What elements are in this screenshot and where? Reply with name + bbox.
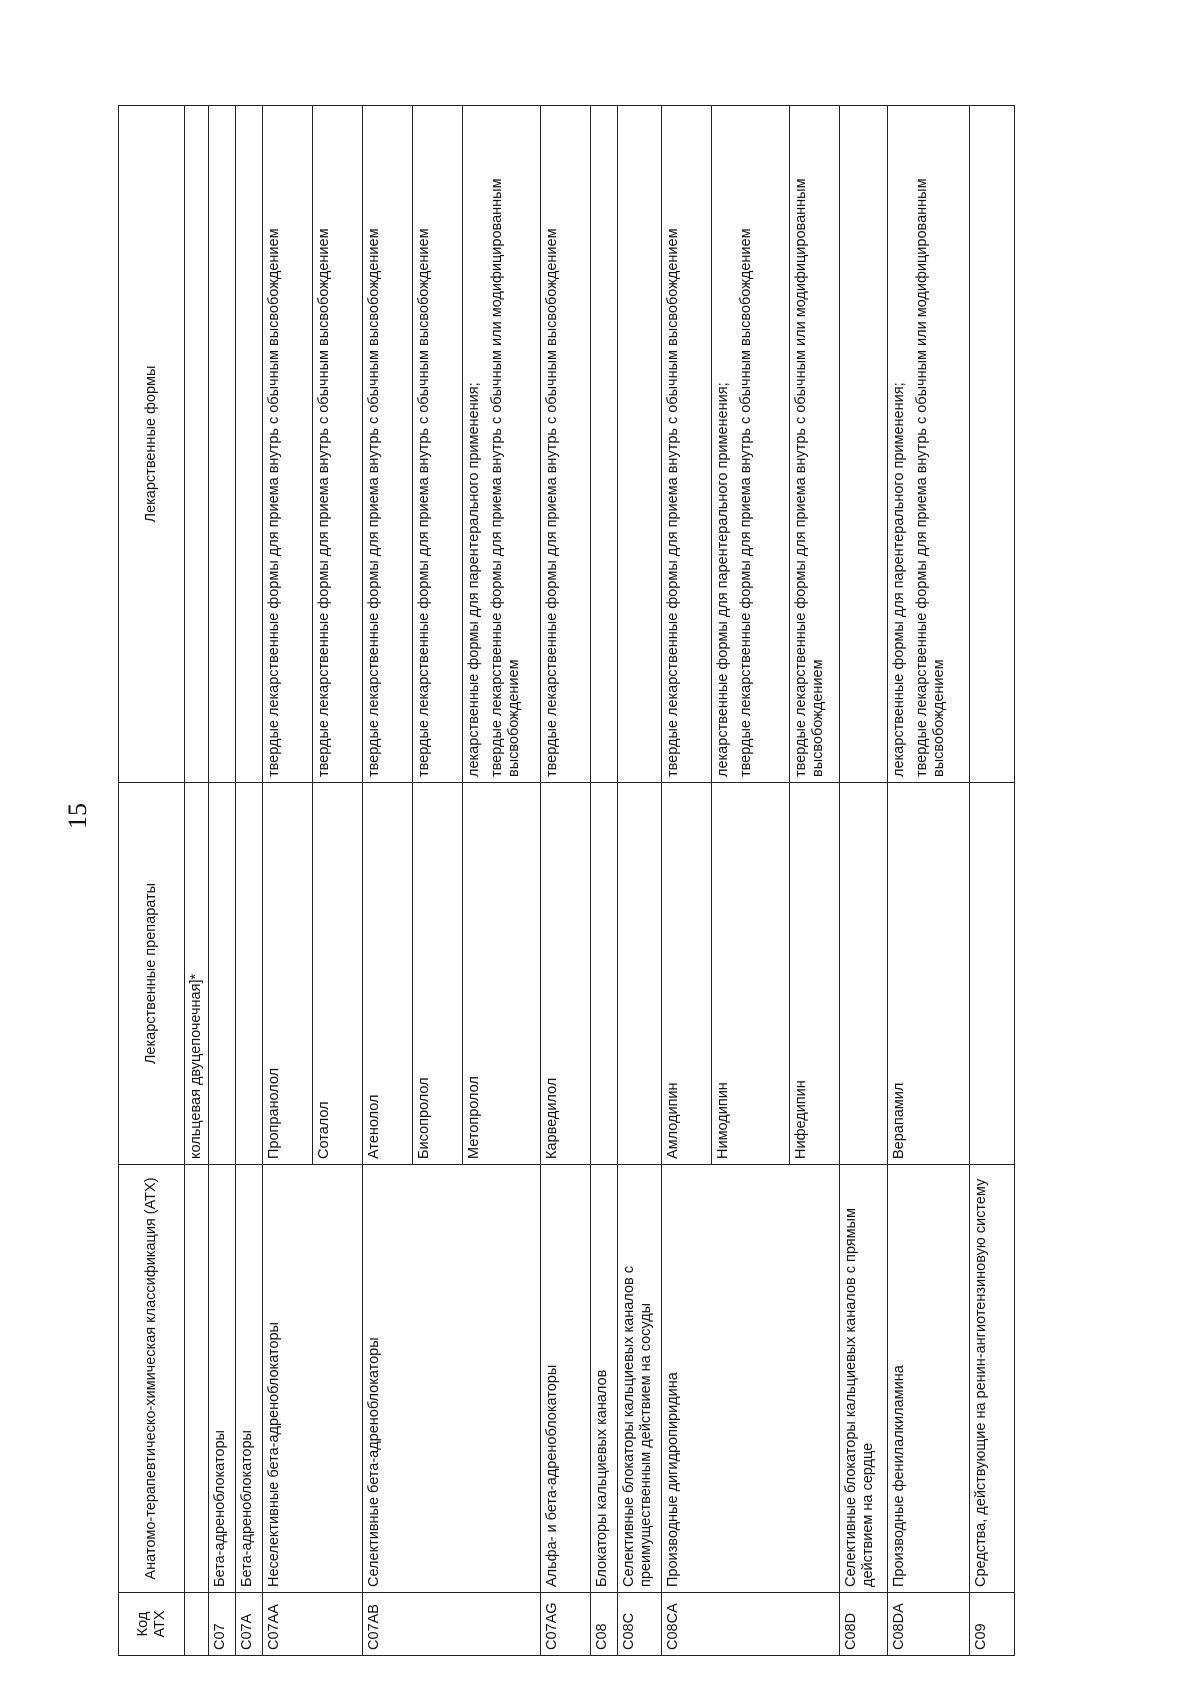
atc-code-cell: C07AB: [363, 1593, 541, 1656]
dosage-form-text: твердые лекарственные формы для приема внутрь с обычным высвобождением: [738, 228, 754, 777]
forms-cell: [236, 106, 263, 783]
dosage-form-text: лекарственные формы для парентерального применения;: [715, 382, 731, 777]
table-row: [363, 106, 413, 1656]
atc-group-cell: Бета-адреноблокаторы: [236, 1165, 263, 1593]
atc-code-cell: C08D: [840, 1593, 888, 1656]
dosage-form-text: лекарственные формы для парентерального применения;: [891, 382, 907, 777]
drug-cell: [591, 783, 618, 1165]
drug-cell: Нимодипин: [712, 783, 790, 1165]
page-number: 15: [63, 803, 92, 829]
atc-code-cell: C08: [591, 1593, 618, 1656]
dosage-form-text: твердые лекарственные формы для приема внутрь с обычным высвобождением: [665, 228, 681, 777]
forms-cell: [840, 106, 888, 783]
drug-cell: [970, 783, 1015, 1165]
drug-cell: кольцевая двуцепочечная]*: [185, 783, 209, 1165]
atc-group-cell: Производные фенилалкиламина: [888, 1165, 970, 1593]
atc-code-cell: C08CA: [662, 1593, 840, 1656]
drug-cell: [209, 783, 236, 1165]
table-row: [618, 106, 662, 1656]
atc-code-cell: C07A: [236, 1593, 263, 1656]
dosage-form-text: твердые лекарственные формы для приема внутрь с обычным высвобождением: [266, 228, 282, 777]
forms-cell: [541, 106, 591, 783]
header-atc: Анатомо-терапевтическо-химическая классификация (АТХ): [119, 1165, 185, 1593]
forms-cell: [185, 106, 209, 783]
table-row: [263, 106, 313, 1656]
atc-group-cell: Бета-адреноблокаторы: [209, 1165, 236, 1593]
dosage-form-text: лекарственные формы для парентерального применения;: [466, 382, 482, 777]
dosage-form-text: твердые лекарственные формы для приема внутрь с обычным или модифицированным высвобождением: [914, 178, 947, 777]
atc-code-cell: C07: [209, 1593, 236, 1656]
header-code: Код АТХ: [119, 1593, 185, 1656]
table-row: [662, 106, 712, 1656]
forms-cell: [662, 106, 712, 783]
drug-cell: Карведилол: [541, 783, 591, 1165]
forms-cell: [413, 106, 463, 783]
table-row: [888, 106, 970, 1656]
atc-code-cell: C07AG: [541, 1593, 591, 1656]
atc-group-cell: Блокаторы кальциевых каналов: [591, 1165, 618, 1593]
forms-cell: [463, 106, 541, 783]
atc-group-cell: Селективные блокаторы кальциевых каналов с прямым действием на сердце: [840, 1165, 888, 1593]
forms-cell: [313, 106, 363, 783]
atc-group-cell: Селективные блокаторы кальциевых каналов с преимущественным действием на сосуды: [618, 1165, 662, 1593]
drug-cell: Бисопролол: [413, 783, 463, 1165]
header-drugs: Лекарственные препараты: [119, 783, 185, 1165]
dosage-form-text: твердые лекарственные формы для приема внутрь с обычным или модифицированным высвобождением: [793, 178, 826, 777]
table-body: [185, 106, 1015, 1656]
atc-group-cell: [185, 1165, 209, 1593]
forms-cell: [970, 106, 1015, 783]
dosage-form-text: твердые лекарственные формы для приема внутрь с обычным или модифицированным высвобождением: [489, 178, 522, 777]
atc-code-cell: C07AA: [263, 1593, 363, 1656]
drug-cell: Нифедипин: [790, 783, 840, 1165]
dosage-form-text: твердые лекарственные формы для приема внутрь с обычным высвобождением: [544, 228, 560, 777]
atc-group-cell: Селективные бета-адреноблокаторы: [363, 1165, 541, 1593]
atc-code-cell: [185, 1593, 209, 1656]
dosage-form-text: твердые лекарственные формы для приема внутрь с обычным высвобождением: [366, 228, 382, 777]
atc-code-cell: C09: [970, 1593, 1015, 1656]
table-row: [185, 106, 209, 1656]
forms-cell: [209, 106, 236, 783]
forms-cell: [888, 106, 970, 783]
drug-cell: [840, 783, 888, 1165]
forms-cell: [712, 106, 790, 783]
table-row: [970, 106, 1015, 1656]
drug-cell: Пропранолол: [263, 783, 313, 1165]
table-row: [541, 106, 591, 1656]
forms-cell: [591, 106, 618, 783]
forms-cell: [363, 106, 413, 783]
drug-table: [118, 105, 1015, 1656]
drug-cell: [236, 783, 263, 1165]
atc-group-cell: Альфа- и бета-адреноблокаторы: [541, 1165, 591, 1593]
drug-table-rotated: [118, 106, 1030, 1656]
dosage-form-text: твердые лекарственные формы для приема внутрь с обычным высвобождением: [416, 228, 432, 777]
header-forms: Лекарственные формы: [119, 106, 185, 783]
table-row: [236, 106, 263, 1656]
atc-code-cell: C08DA: [888, 1593, 970, 1656]
drug-cell: Атенолол: [363, 783, 413, 1165]
atc-group-cell: Неселективные бета-адреноблокаторы: [263, 1165, 363, 1593]
drug-cell: Соталол: [313, 783, 363, 1165]
drug-cell: Верапамил: [888, 783, 970, 1165]
table-row: [209, 106, 236, 1656]
forms-cell: [790, 106, 840, 783]
dosage-form-text: твердые лекарственные формы для приема внутрь с обычным высвобождением: [316, 228, 332, 777]
forms-cell: [263, 106, 313, 783]
table-row: [591, 106, 618, 1656]
drug-cell: [618, 783, 662, 1165]
atc-code-cell: C08C: [618, 1593, 662, 1656]
drug-cell: Метопролол: [463, 783, 541, 1165]
atc-group-cell: Средства, действующие на ренин-ангиотензиновую систему: [970, 1165, 1015, 1593]
atc-group-cell: Производные дигидропиридина: [662, 1165, 840, 1593]
drug-cell: Амлодипин: [662, 783, 712, 1165]
table-header-row: [119, 106, 185, 1656]
table-row: [840, 106, 888, 1656]
forms-cell: [618, 106, 662, 783]
